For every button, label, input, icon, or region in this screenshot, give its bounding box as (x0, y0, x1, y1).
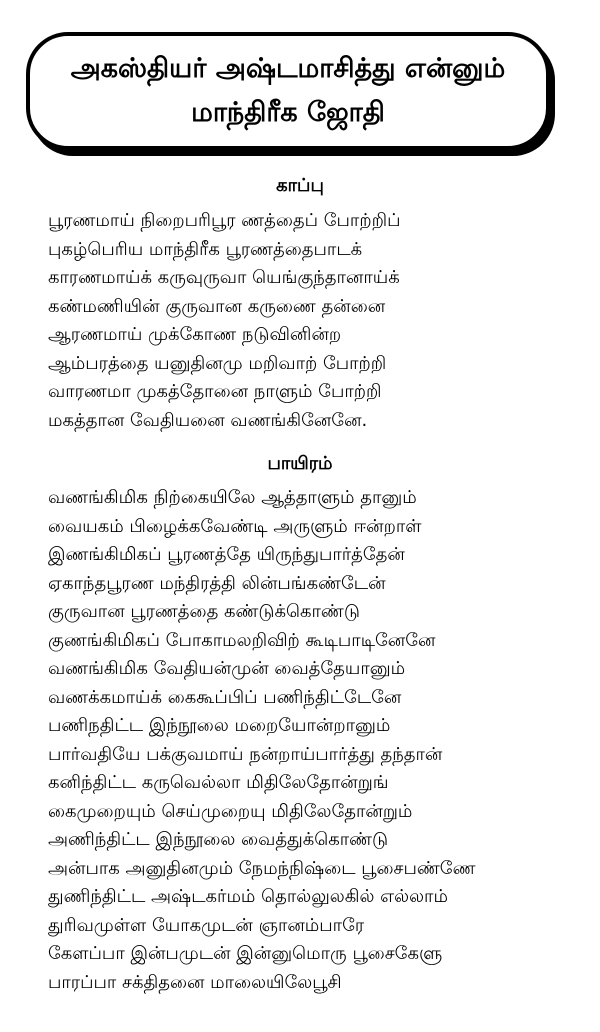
verse-line: புகழ்பெரிய மாந்திரீக பூரணத்தைபாடக் (48, 238, 363, 260)
verse-line: கனிந்திட்ட கருவெல்லா மிதிலேதோன்றுங் (48, 772, 389, 793)
verse-line: காரணமாய்க் கருவுருவா யெங்குந்தானாய்க் (48, 267, 400, 288)
verse-line: பாரப்பா சக்திதனை மாலையிலேபூசி (48, 971, 342, 993)
kappu-heading: காப்பு (276, 175, 324, 196)
title-line-1: அகஸ்தியர் அஷ்டமாசித்து என்னும் (70, 53, 506, 84)
payiram-verse (48, 484, 596, 997)
verse-line: வாரணமா முகத்தோனை நாளும் போற்றி (48, 381, 382, 402)
verse-line: அன்பாக அனுதினமும் நேமந்நிஷ்டை பூசைபண்ணே (48, 857, 476, 879)
verse-line: கேளப்பா இன்பமுடன் இன்னுமொரு பூசைகேளு (48, 943, 443, 964)
verse-line: ஆம்பரத்தை யனுதினமு மறிவாற் போற்றி (48, 352, 387, 374)
verse-line: ஆரணமாய் முக்கோண நடுவினின்ற (48, 324, 342, 345)
verse-line: ஏகாந்தபூரண மந்திரத்தி லின்பங்கண்டேன் (48, 572, 386, 594)
verse-line: பார்வதியே பக்குவமாய் நன்றாய்பார்த்து தந்தான் (48, 743, 443, 765)
verse-line: வணக்கமாய்க் கைகூப்பிப் பணிந்திட்டேனே (48, 686, 402, 708)
verse-line: அணிந்திட்ட இந்நூலை வைத்துக்கொண்டு (48, 829, 389, 850)
verse-line: இணங்கிமிகப் பூரணத்தே யிருந்துபார்த்தேன் (48, 544, 405, 565)
title-box (26, 32, 550, 150)
verse-line: வணங்கிமிக நிற்கையிலே ஆத்தாளும் தானும் (48, 487, 417, 508)
verse-line: பணிநதிட்ட இந்நூலை மறையோன்றானும் (48, 715, 391, 736)
verse-line: கண்மணியின் குருவான கருணை தன்னை (48, 295, 386, 317)
verse-line: கைமுறையும் செய்முறையு மிதிலேதோன்றும் (48, 800, 413, 822)
verse-line: துரிவமுள்ள யோகமுடன் ஞானம்பாரே (48, 914, 365, 936)
title-line-2: மாந்திரீக ஜோதி (191, 97, 385, 128)
verse-line: மகத்தான வேதியனை வணங்கினேனே. (48, 409, 368, 431)
payiram-heading: பாயிரம் (267, 453, 333, 474)
verse-line: வணங்கிமிக வேதியன்முன் வைத்தேயானும் (48, 658, 406, 679)
verse-line: குருவான பூரணத்தை கண்டுக்கொண்டு (48, 601, 360, 622)
verse-line: துணிந்திட்ட அஷ்டகர்மம் தொல்லுலகில் எல்லாம் (48, 886, 448, 907)
kappu-verse (48, 207, 596, 435)
verse-line: பூரணமாய் நிறைபரிபூர ணத்தைப் போற்றிப் (48, 210, 401, 231)
verse-line: குணங்கிமிகப் போகாமலறிவிற் கூடிபாடினேனே (48, 629, 436, 651)
verse-line: வையகம் பிழைக்கவேண்டி அருளும் ஈன்றாள் (48, 515, 422, 537)
